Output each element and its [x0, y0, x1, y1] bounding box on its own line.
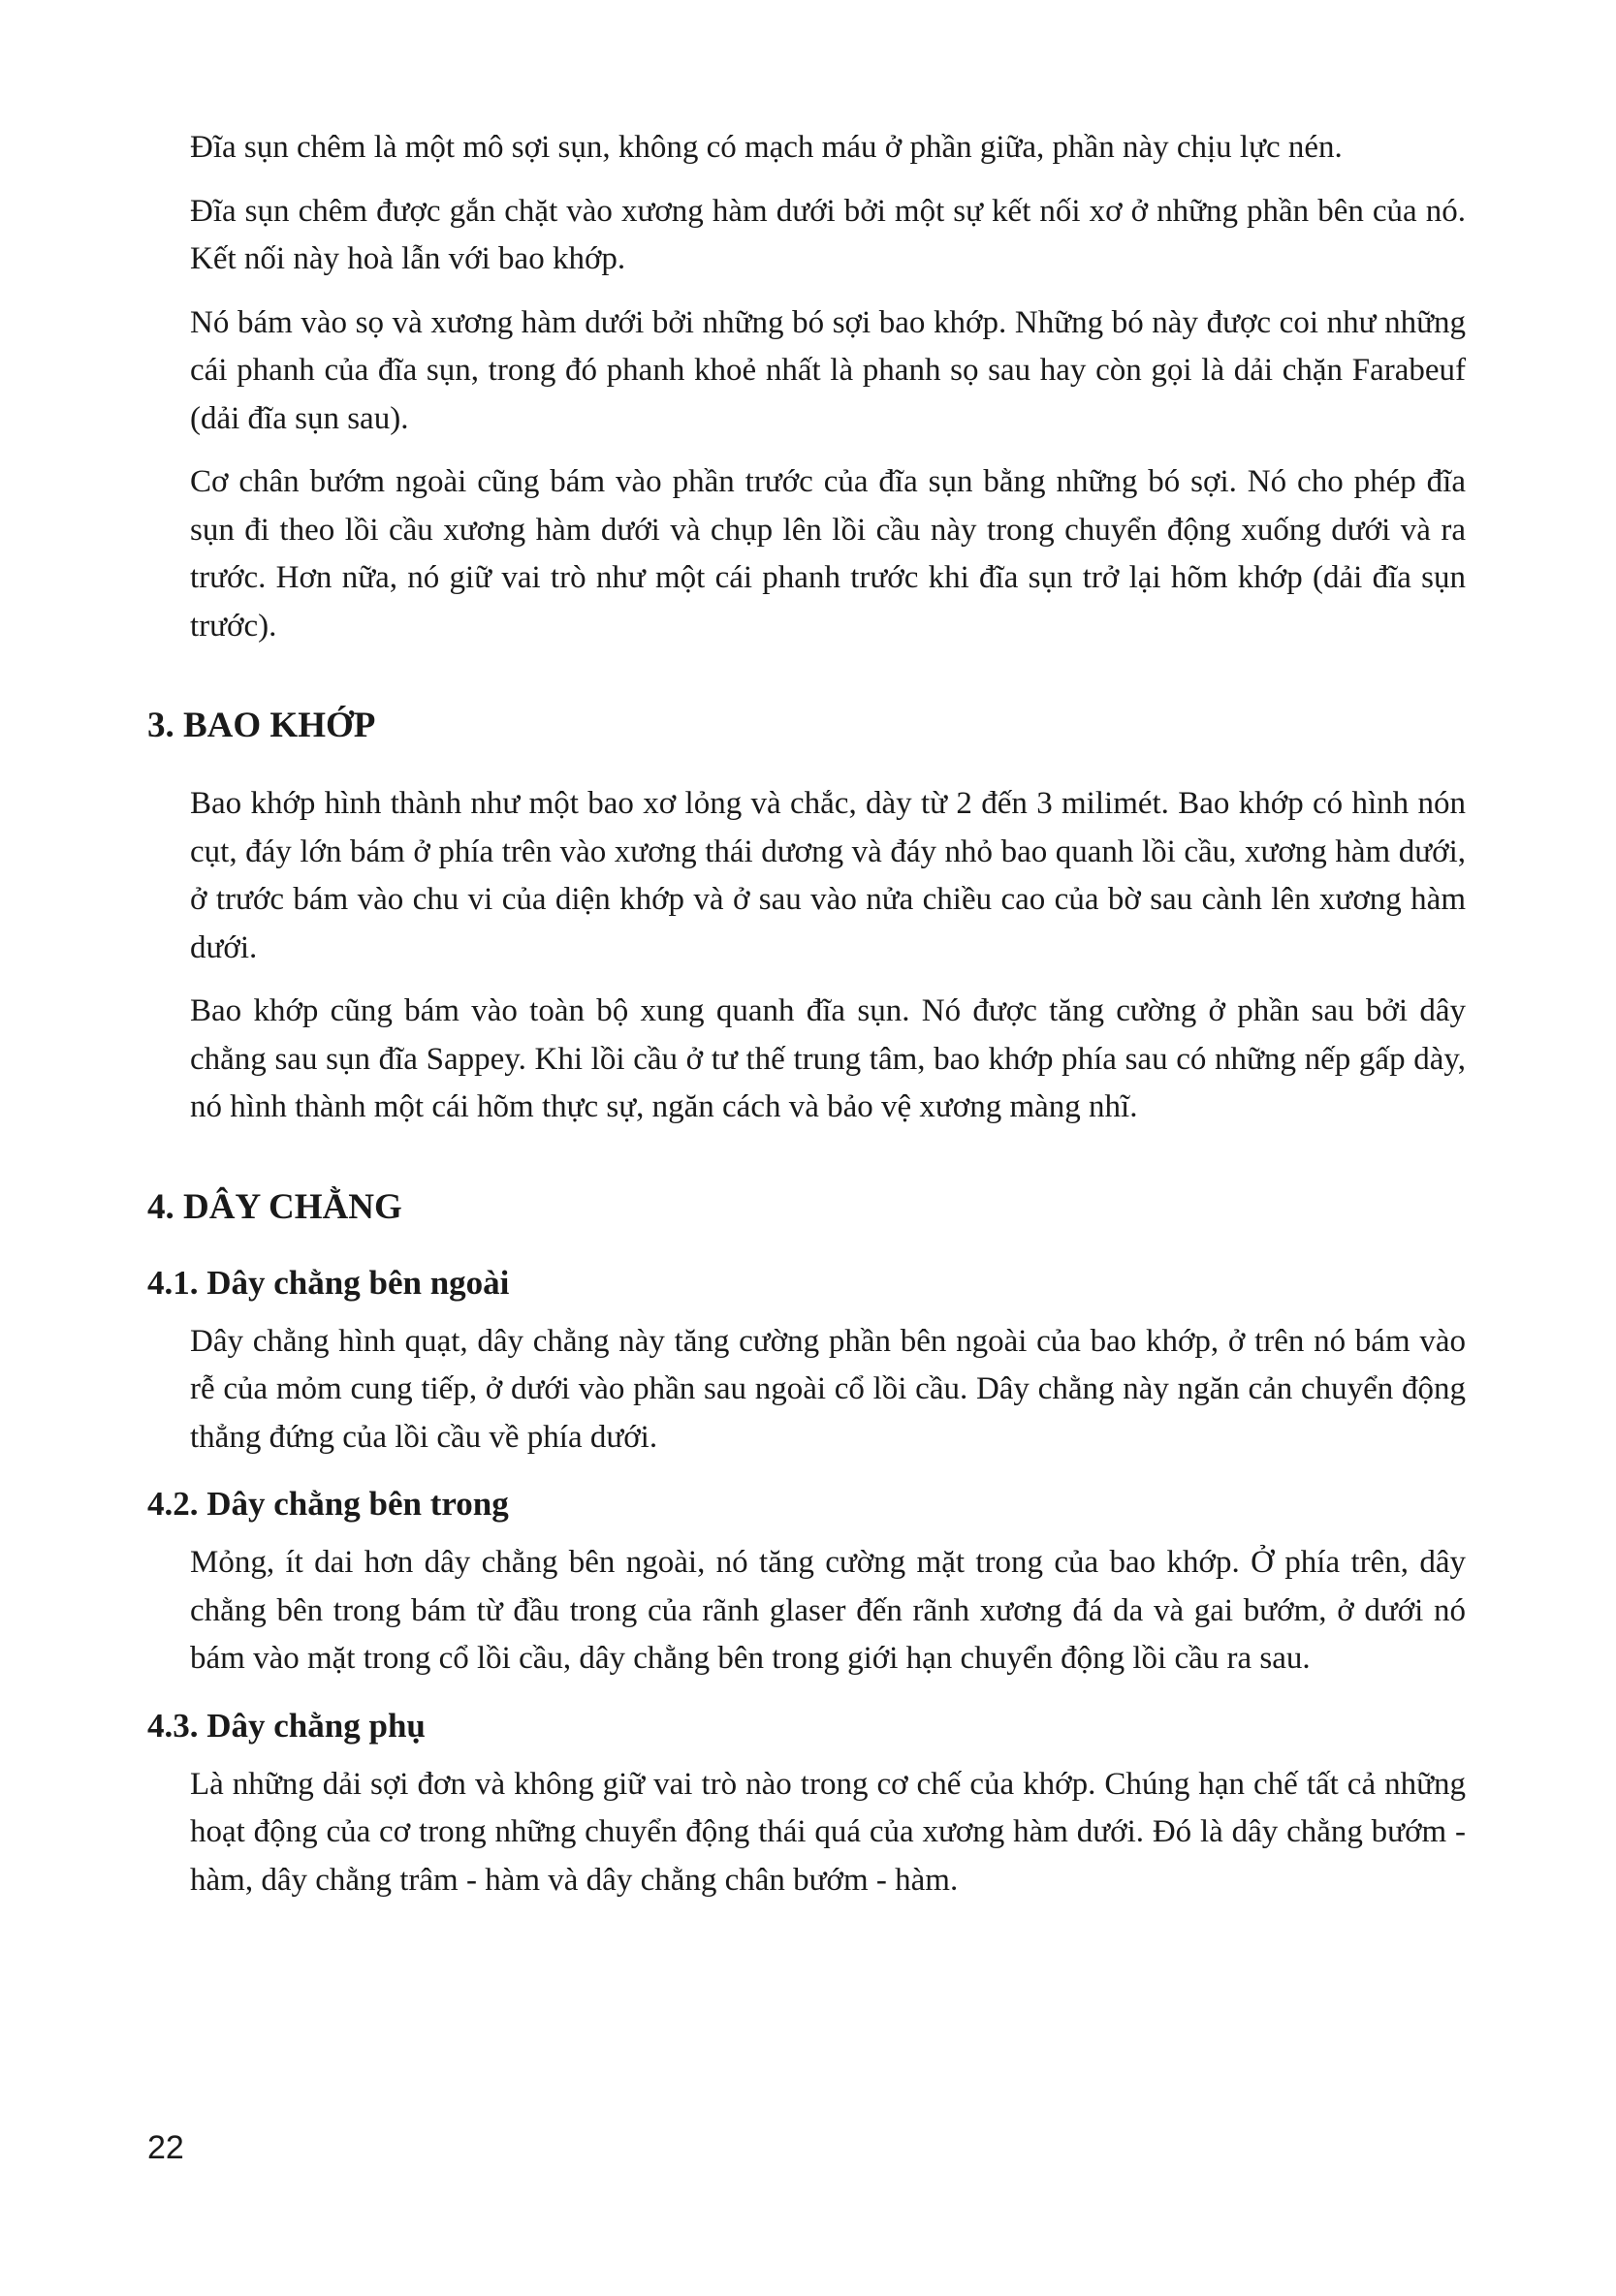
- paragraph-disc-brakes: Nó bám vào sọ và xương hàm dưới bởi những bó sợi bao khớp. Những bó này được coi như những cái phanh của đĩa sụn, trong đó phanh khoẻ nhất là phanh sọ sau hay còn gọi là dải chặn Farabeuf (dải đĩa sụn sau).: [190, 304, 1466, 436]
- subheading-accessory-ligaments: 4.3. Dây chằng phụ: [147, 1706, 426, 1745]
- paragraph-pterygoid-muscle: Cơ chân bướm ngoài cũng bám vào phần trước của đĩa sụn bằng những bó sợi. Nó cho phép đĩa sụn đi theo lồi cầu xương hàm dưới và chụp lên lồi cầu này trong chuyển động xuống dưới và ra trước. Hơn nữa, nó giữ vai trò như một cái phanh trước khi đĩa sụn trở lại hõm khớp (dải đĩa sụn trước).: [190, 464, 1466, 644]
- paragraph-disc-structure: Đĩa sụn chêm là một mô sợi sụn, không có mạch máu ở phần giữa, phần này chịu lực nén.: [190, 130, 1343, 165]
- page-number: 22: [147, 2129, 184, 2166]
- paragraph-capsule-attachment: Bao khớp cũng bám vào toàn bộ xung quanh đĩa sụn. Nó được tăng cường ở phần sau bởi dây chằng sau sụn đĩa Sappey. Khi lồi cầu ở tư thế trung tâm, bao khớp phía sau có những nếp gấp dày, nó hình thành một cái hõm thực sự, ngăn cách và bảo vệ xương màng nhĩ.: [190, 993, 1466, 1124]
- paragraph-disc-attachment: Đĩa sụn chêm được gắn chặt vào xương hàm dưới bởi một sự kết nối xơ ở những phần bên của nó. Kết nối này hoà lẫn với bao khớp.: [190, 193, 1466, 276]
- paragraph-accessory-ligaments: Là những dải sợi đơn và không giữ vai trò nào trong cơ chế của khớp. Chúng hạn chế tất cả những hoạt động của cơ trong những chuyển động thái quá của xương hàm dưới. Đó là dây chằng bướm - hàm, dây chằng trâm - hàm và dây chằng chân bướm - hàm.: [190, 1766, 1466, 1898]
- page-content: [147, 124, 1466, 1920]
- paragraph-medial-ligament: Mỏng, ít dai hơn dây chằng bên ngoài, nó tăng cường mặt trong của bao khớp. Ở phía trên, dây chằng bên trong bám từ đầu trong của rãnh glaser đến rãnh xương đá da và gai bướm, ở dưới nó bám vào mặt trong cổ lồi cầu, dây chằng bên trong giới hạn chuyển động lồi cầu ra sau.: [190, 1545, 1466, 1676]
- heading-ligaments: 4. DÂY CHẰNG: [147, 1186, 402, 1227]
- heading-joint-capsule: 3. BAO KHỚP: [147, 706, 376, 745]
- paragraph-capsule-shape: Bao khớp hình thành như một bao xơ lỏng và chắc, dày từ 2 đến 3 milimét. Bao khớp có hình nón cụt, đáy lớn bám ở phía trên vào xương thái dương và đáy nhỏ bao quanh lồi cầu, xương hàm dưới, ở trước bám vào chu vi của diện khớp và ở sau vào nửa chiều cao của bờ sau cành lên xương hàm dưới.: [190, 786, 1466, 965]
- paragraph-lateral-ligament: Dây chằng hình quạt, dây chằng này tăng cường phần bên ngoài của bao khớp, ở trên nó bám vào rễ của mỏm cung tiếp, ở dưới vào phần sau ngoài cổ lồi cầu. Dây chằng này ngăn cản chuyển động thẳng đứng của lồi cầu về phía dưới.: [190, 1323, 1466, 1455]
- subheading-lateral-ligament: 4.1. Dây chằng bên ngoài: [147, 1263, 510, 1302]
- subheading-medial-ligament: 4.2. Dây chằng bên trong: [147, 1485, 509, 1523]
